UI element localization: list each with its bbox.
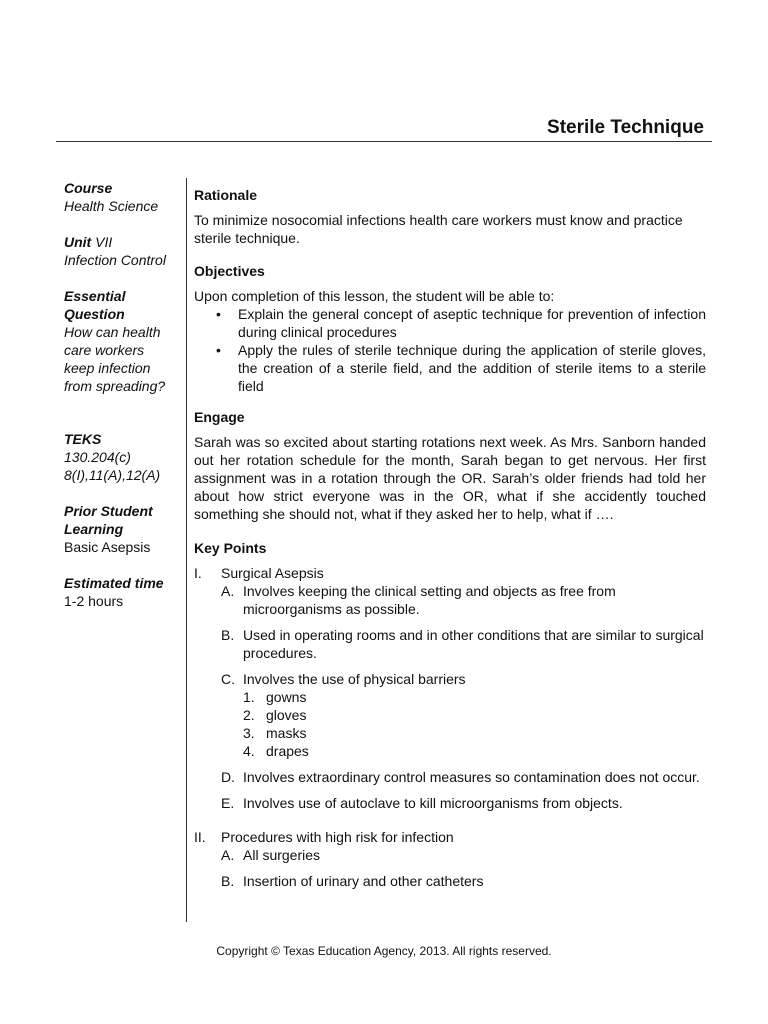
objectives-heading: Objectives [194, 263, 265, 279]
item-letter: E. [221, 795, 235, 811]
prior-learning-label-1: Prior Student [64, 503, 153, 519]
list-item [221, 794, 706, 812]
item-text: Involves the use of physical barriers [243, 671, 466, 687]
list-item [221, 768, 706, 786]
essential-question-label-2: Question [64, 306, 125, 322]
copyright-footer: Copyright © Texas Education Agency, 2013. All rights reserved. [216, 944, 552, 958]
teks-label: TEKS [64, 431, 102, 447]
item-text: Used in operating rooms and in other conditions that are similar to surgical procedures. [243, 627, 704, 661]
section-items [221, 846, 706, 890]
list-item [221, 582, 706, 618]
item-text: gloves [266, 707, 307, 723]
objective-text: Apply the rules of sterile technique during the application of sterile gloves, the creation of a sterile field, and the addition of sterile items to a sterile field [238, 342, 706, 394]
column-divider [186, 178, 187, 922]
list-item [221, 670, 706, 760]
unit-label: Unit [64, 234, 92, 250]
prior-learning-value: Basic Asepsis [64, 539, 151, 555]
teks-line: 130.204(c) [64, 449, 131, 465]
key-points-heading: Key Points [194, 540, 267, 556]
bullet-icon: • [216, 342, 221, 358]
engage-heading: Engage [194, 409, 245, 425]
item-number: 4. [243, 743, 255, 759]
rationale-heading: Rationale [194, 187, 258, 203]
rationale-text: To minimize nosocomial infections health care workers must know and practice sterile technique. [194, 212, 683, 246]
item-number: 3. [243, 725, 255, 741]
objective-text: Explain the general concept of aseptic technique for prevention of infection during clinical procedures [238, 306, 706, 340]
item-text: All surgeries [243, 847, 321, 863]
item-text: Involves keeping the clinical setting and objects as free from microorganisms as possible. [243, 583, 616, 617]
prior-learning-label-2: Learning [64, 521, 124, 537]
unit-block [64, 233, 182, 269]
item-text: Insertion of urinary and other catheters [243, 873, 484, 889]
section-title: Procedures with high risk for infection [221, 829, 454, 845]
section-numeral: II. [194, 829, 206, 845]
list-item [243, 688, 706, 706]
item-letter: C. [221, 671, 235, 687]
essential-question-label-1: Essential [64, 288, 126, 304]
engage-text: Sarah was so excited about starting rotations next week. As Mrs. Sanborn handed out her rotation schedule for the month, Sarah began to get nervous. Her first assignment was in a rotation through the OR. Sarah’s older friends had told her about how strict everyone was in the OR, what if she accidently touched something she should not, what if they asked her to help, what if …. [194, 434, 706, 522]
course-value: Health Science [64, 198, 159, 214]
list-item [243, 724, 706, 742]
bullet-icon: • [216, 306, 221, 322]
estimated-time-label: Estimated time [64, 575, 164, 591]
course-block [64, 179, 182, 215]
item-text: drapes [266, 743, 309, 759]
item-letter: B. [221, 873, 235, 889]
list-item [243, 706, 706, 724]
item-letter: A. [221, 847, 235, 863]
list-item [221, 846, 706, 864]
objectives-list [194, 305, 706, 395]
essential-question-block [64, 287, 182, 395]
item-number: 1. [243, 689, 255, 705]
sidebar [64, 179, 182, 628]
objectives-intro: Upon completion of this lesson, the student will be able to: [194, 288, 555, 304]
section-title: Surgical Asepsis [221, 565, 324, 581]
teks-block [64, 430, 182, 484]
main-content [194, 186, 706, 890]
unit-name: Infection Control [64, 252, 166, 268]
course-label: Course [64, 180, 113, 196]
unit-value: VII [95, 234, 113, 250]
page-title: Sterile Technique [547, 117, 704, 138]
item-number: 2. [243, 707, 255, 723]
item-text: masks [266, 725, 307, 741]
list-item [221, 626, 706, 662]
estimated-time-value: 1-2 hours [64, 593, 124, 609]
section-items [221, 582, 706, 812]
item-letter: A. [221, 583, 235, 599]
item-letter: D. [221, 769, 235, 785]
barrier-list [243, 688, 706, 760]
title-rule [56, 141, 712, 142]
key-point-section [194, 828, 706, 890]
item-letter: B. [221, 627, 235, 643]
teks-line: 8(I),11(A),12(A) [64, 467, 161, 483]
item-text: Involves extraordinary control measures so contamination does not occur. [243, 769, 700, 785]
list-item [194, 341, 706, 395]
list-item [221, 872, 706, 890]
essential-question-line: keep infection [64, 360, 151, 376]
prior-learning-block [64, 502, 182, 556]
item-text: gowns [266, 689, 307, 705]
essential-question-line: How can health [64, 324, 161, 340]
essential-question-line: from spreading? [64, 378, 166, 394]
list-item [194, 305, 706, 341]
estimated-time-block [64, 574, 182, 610]
essential-question-line: care workers [64, 342, 145, 358]
list-item [243, 742, 706, 760]
section-numeral: I. [194, 565, 202, 581]
item-text: Involves use of autoclave to kill microorganisms from objects. [243, 795, 623, 811]
key-point-section [194, 564, 706, 812]
